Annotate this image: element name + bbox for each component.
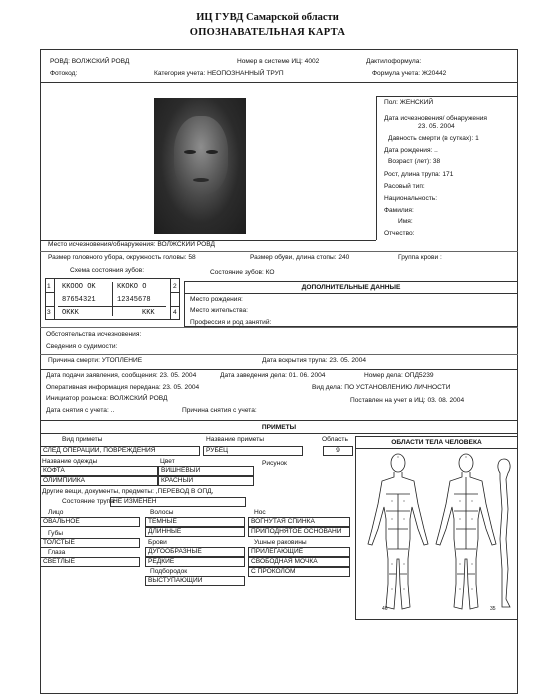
- birth-place: Место рождения:: [190, 296, 243, 303]
- brows-value-1: ДУГООБРАЗНЫЕ: [145, 547, 245, 557]
- brows-value-2: РЕДКИЕ: [145, 557, 245, 567]
- teeth-scheme-label: Схема состояния зубов:: [70, 267, 145, 274]
- age: Возраст (лет): 38: [388, 158, 441, 165]
- ears-value-1: ПРИЛЕГАЮЩИЕ: [248, 547, 350, 557]
- clothes-item: КОФТА: [40, 466, 158, 476]
- blood-group: Группа крови :: [398, 254, 442, 261]
- chin-value: ВЫСТУПАЮЩИЙ: [145, 576, 245, 586]
- teeth-lower-right: KKK: [142, 309, 155, 317]
- nationality: Национальность:: [384, 195, 438, 202]
- divider: [40, 251, 518, 252]
- shoe-size: Размер обуви, длина стопы: 240: [250, 254, 350, 261]
- disappear-date: 23. 05. 2004: [418, 123, 455, 130]
- autopsy-date: Дата вскрытия трупа: 23. 05. 2004: [262, 357, 367, 364]
- rovd: РОВД: ВОЛЖСКИЙ РОВД: [50, 58, 130, 65]
- color-header: Цвет: [160, 458, 175, 465]
- body-area-35: 35: [490, 606, 496, 612]
- profession: Профессия и род занятий:: [190, 319, 272, 326]
- card-title: ОПОЗНАВАТЕЛЬНАЯ КАРТА: [189, 27, 346, 38]
- formula: Формула учета: Ж20442: [372, 70, 447, 77]
- sign-name: РУБЕЦ: [203, 446, 303, 456]
- teeth-q3: 3: [47, 309, 51, 316]
- height: Рост, длина трупа: 171: [384, 171, 454, 178]
- residence: Место жительства:: [190, 307, 248, 314]
- clothes-color: КРАСНЫЙ: [158, 476, 254, 486]
- divider: [376, 96, 518, 97]
- ears-value-3: С ПРОКОЛОМ: [248, 567, 350, 577]
- head-size: Размер головного убора, окружность головы: 58: [48, 254, 196, 261]
- lips-value: ТОЛСТЫЕ: [40, 538, 140, 548]
- hair-value-1: ТЕМНЫЕ: [145, 517, 245, 527]
- nose-header: Нос: [254, 509, 266, 516]
- dactyloformula: Дактилоформула:: [366, 58, 422, 65]
- birth-date: Дата рождения: ..: [384, 147, 438, 154]
- teeth-numbers-left: 87654321: [62, 296, 96, 304]
- corpse-state: НЕ ИЗМЕНЕН: [110, 497, 246, 507]
- teeth-upper-right: KKOKO O: [117, 283, 147, 291]
- body-areas-title: ОБЛАСТИ ТЕЛА ЧЕЛОВЕКА: [391, 439, 482, 446]
- eyes-value: СВЕТЛЫЕ: [40, 557, 140, 567]
- teeth-q1: 1: [47, 283, 51, 290]
- info-column-border: [376, 96, 377, 240]
- eyes-header: Глаза: [48, 549, 66, 556]
- lips-header: Губы: [48, 530, 64, 537]
- extra-data-title: ДОПОЛНИТЕЛЬНЫЕ ДАННЫЕ: [301, 284, 401, 291]
- col-sign-name: Название приметы: [206, 436, 264, 443]
- sign-area: 9: [323, 446, 353, 456]
- category: Категория учета: НЕОПОЗНАННЫЙ ТРУП: [154, 70, 284, 77]
- case-type: Вид дела: ПО УСТАНОВЛЕНИЮ ЛИЧНОСТИ: [312, 384, 451, 391]
- hair-header: Волосы: [150, 509, 174, 516]
- clothes-header: Название одежды: [42, 458, 98, 465]
- conviction: Сведения о судимости:: [46, 343, 118, 350]
- clothes-item: ОЛИМПИЙКА: [40, 476, 158, 486]
- case-date: Дата заведения дела: 01. 06. 2004: [220, 372, 326, 379]
- corpse-state-label: Состояние трупа:: [62, 498, 116, 505]
- teeth-q2: 2: [173, 283, 177, 290]
- case-number: Номер дела: ОПД5239: [364, 372, 434, 379]
- face-value: ОВАЛЬНОЕ: [40, 517, 140, 527]
- signs-title: ПРИМЕТЫ: [261, 424, 297, 431]
- teeth-upper-left: KKOOO OK: [62, 283, 96, 291]
- removal-date: Дата снятия с учета: ..: [46, 407, 115, 414]
- circumstances: Обстоятельства исчезновения:: [46, 331, 142, 338]
- surname: Фамилия:: [384, 207, 414, 214]
- sex: Пол: ЖЕНСКИЙ: [384, 99, 434, 106]
- hair-value-2: ДЛИННЫЕ: [145, 527, 245, 537]
- ears-header: Ушные раковины: [254, 539, 307, 546]
- initiator: Инициатор розыска: ВОЛЖСКИЙ РОВД: [46, 395, 168, 402]
- death-age: Давность смерти (в сутках): 1: [388, 135, 479, 142]
- place: Место исчезновения/обнаружения: ВОЛЖСКИЙ РОВД: [48, 241, 215, 248]
- body-area-46: 46: [382, 606, 388, 612]
- org-title: ИЦ ГУВД Самарской области: [196, 12, 339, 23]
- first-name: Имя:: [398, 218, 413, 225]
- teeth-q4: 4: [173, 309, 177, 316]
- oper-info: Оперативная информация передана: 23. 05. 2004: [46, 384, 200, 391]
- removal-reason: Причина снятия с учета:: [182, 407, 257, 414]
- pattern-header: Рисунок: [262, 460, 287, 467]
- nose-value-2: ПРИПОДНЯТОЕ ОСНОВАНИ: [248, 527, 350, 537]
- sign-type: СЛЕД ОПЕРАЦИИ, ПОВРЕЖДЕНИЯ: [40, 446, 200, 456]
- ears-value-2: СВОБОДНАЯ МОЧКА: [248, 557, 350, 567]
- face-header: Лицо: [48, 509, 64, 516]
- system-number: Номер в системе ИЦ: 4002: [237, 58, 320, 65]
- nose-value-1: ВОГНУТАЯ СПИНКА: [248, 517, 350, 527]
- teeth-numbers-right: 12345678: [117, 296, 151, 304]
- teeth-lower-left: OKKK: [62, 309, 79, 317]
- race: Расовый тип:: [384, 183, 425, 190]
- chin-header: Подбородок: [150, 568, 188, 575]
- photocode: Фотокод:: [50, 70, 78, 77]
- brows-header: Брови: [148, 539, 167, 546]
- corpse-photo: [154, 98, 246, 234]
- other-items: Другие вещи, документы, предметы: ,ПЕРЕВОД В ОПД,: [42, 488, 214, 495]
- teeth-state: Состояние зубов: КО: [210, 269, 275, 276]
- patronymic: Отчество:: [384, 230, 415, 237]
- col-sign-area: Область: [322, 436, 348, 443]
- death-cause: Причина смерти: УТОПЛЕНИЕ: [48, 357, 143, 364]
- col-sign-type: Вид приметы: [62, 436, 103, 443]
- body-areas-diagram: [356, 449, 517, 619]
- clothes-color: ВИШНЕВЫЙ: [158, 466, 254, 476]
- registration-date: Поставлен на учет в ИЦ: 03. 08. 2004: [350, 397, 465, 404]
- disappear-label: Дата исчезновения/ обнаружения: [384, 115, 487, 122]
- divider: [40, 82, 518, 83]
- application-date: Дата подачи заявления, сообщения: 23. 05. 2004: [46, 372, 197, 379]
